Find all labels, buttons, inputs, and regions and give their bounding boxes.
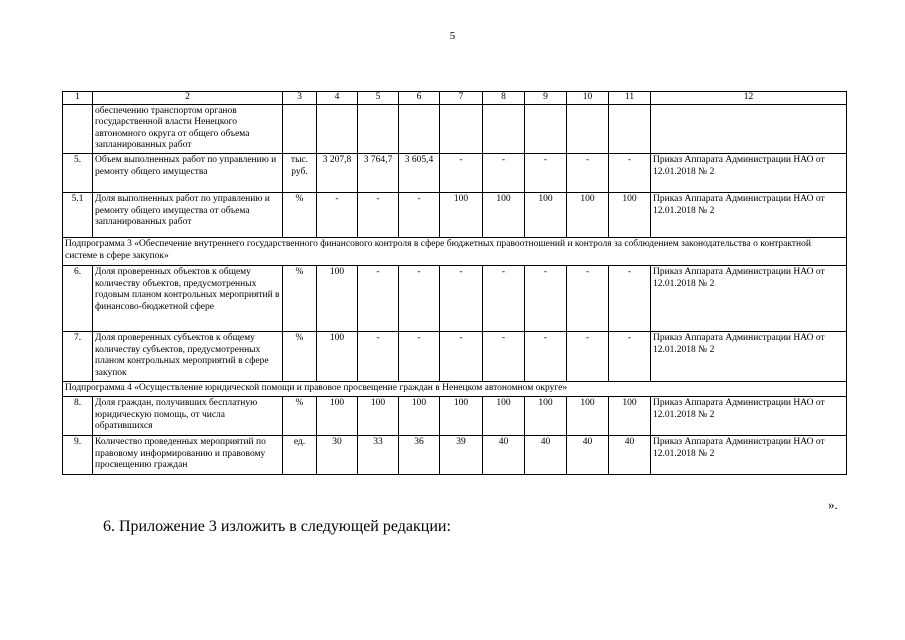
row-number-cell: 5.1 [63,192,93,237]
unit-cell: тыс. руб. [283,153,317,192]
value-cell: - [358,265,399,331]
value-cell: - [609,331,651,381]
column-number-header: 3 [283,92,317,105]
value-cell [440,104,483,153]
source-document-cell: Приказ Аппарата Администрации НАО от 12.01.2018 № 2 [651,153,847,192]
row-number-cell: 9. [63,435,93,474]
row-number-cell: 7. [63,331,93,381]
value-cell: 40 [525,435,567,474]
source-document-cell: Приказ Аппарата Администрации НАО от 12.01.2018 № 2 [651,331,847,381]
column-number-header: 1 [63,92,93,105]
value-cell: 100 [525,192,567,237]
indicator-name-cell: Доля граждан, получивших бесплатную юридическую помощь, от числа обратившихся [93,396,283,435]
closing-quote: ». [828,497,838,512]
table-row [63,153,847,192]
source-document-cell: Приказ Аппарата Администрации НАО от 12.01.2018 № 2 [651,265,847,331]
unit-cell: % [283,396,317,435]
page-number: 5 [449,30,456,42]
column-number-header: 12 [651,92,847,105]
value-cell [609,104,651,153]
unit-cell: ед. [283,435,317,474]
value-cell: - [358,331,399,381]
value-cell: 100 [317,396,358,435]
unit-cell: % [283,192,317,237]
value-cell: 40 [567,435,609,474]
column-number-header: 9 [525,92,567,105]
value-cell [567,104,609,153]
value-cell: 100 [609,396,651,435]
value-cell: 40 [609,435,651,474]
indicator-name-cell: Объем выполненных работ по управлению и ремонту общего имущества [93,153,283,192]
value-cell: 100 [317,265,358,331]
value-cell: 3 207,8 [317,153,358,192]
value-cell: 3 605,4 [399,153,440,192]
indicator-name-cell: обеспечению транспортом органов государственной власти Ненецкого автономного округа от общего объема запланированных работ [93,104,283,153]
table-row [63,265,847,331]
table-row [63,192,847,237]
column-number-header: 8 [483,92,525,105]
value-cell: - [525,153,567,192]
value-cell [525,104,567,153]
value-cell: - [567,153,609,192]
column-number-header: 10 [567,92,609,105]
value-cell: 100 [483,396,525,435]
value-cell: 100 [317,331,358,381]
indicator-name-cell: Доля выполненных работ по управлению и ремонту общего имущества от объема запланированных работ [93,192,283,237]
value-cell: - [440,153,483,192]
value-cell: 100 [609,192,651,237]
value-cell: - [399,331,440,381]
source-document-cell: Приказ Аппарата Администрации НАО от 12.01.2018 № 2 [651,435,847,474]
unit-cell: % [283,331,317,381]
value-cell [399,104,440,153]
value-cell: 3 764,7 [358,153,399,192]
table-row [63,435,847,474]
column-number-row [63,92,847,105]
unit-cell: % [283,265,317,331]
value-cell: 36 [399,435,440,474]
column-number-header: 4 [317,92,358,105]
value-cell: - [609,153,651,192]
row-number-cell: 8. [63,396,93,435]
row-number-cell: 6. [63,265,93,331]
row-number-cell [63,104,93,153]
instruction-text: 6. Приложение 3 изложить в следующей редакции: [103,518,451,535]
value-cell: - [567,331,609,381]
value-cell: 100 [567,192,609,237]
column-number-header: 11 [609,92,651,105]
value-cell: - [483,265,525,331]
value-cell: 40 [483,435,525,474]
value-cell: - [399,192,440,237]
subprogram-title: Подпрограмма 3 «Обеспечение внутреннего государственного финансового контроля в сфере бюджетных правоотношений и контроля за соблюдением законодательства о контрактной системе в сфере закупок» [63,237,847,265]
value-cell: 100 [399,396,440,435]
value-cell: 100 [440,192,483,237]
table-row [63,396,847,435]
row-number-cell: 5. [63,153,93,192]
value-cell: 100 [440,396,483,435]
indicator-name-cell: Доля проверенных объектов к общему количеству объектов, предусмотренных годовым планом контрольных мероприятий в финансово-бюджетной сфере [93,265,283,331]
source-document-cell [651,104,847,153]
value-cell: - [483,331,525,381]
subprogram-row [63,381,847,396]
table-row [63,104,847,153]
value-cell: - [317,192,358,237]
value-cell: - [483,153,525,192]
value-cell: - [440,265,483,331]
column-number-header: 7 [440,92,483,105]
unit-cell [283,104,317,153]
column-number-header: 2 [93,92,283,105]
table-row [63,331,847,381]
column-number-header: 6 [399,92,440,105]
value-cell [317,104,358,153]
source-document-cell: Приказ Аппарата Администрации НАО от 12.01.2018 № 2 [651,192,847,237]
value-cell: 100 [483,192,525,237]
subprogram-title: Подпрограмма 4 «Осуществление юридической помощи и правовое просвещение граждан в Ненецком автономном округе» [63,381,847,396]
value-cell: 100 [525,396,567,435]
value-cell: - [567,265,609,331]
value-cell: 30 [317,435,358,474]
value-cell: 100 [567,396,609,435]
subprogram-row [63,237,847,265]
value-cell: - [358,192,399,237]
source-document-cell: Приказ Аппарата Администрации НАО от 12.01.2018 № 2 [651,396,847,435]
value-cell: 100 [358,396,399,435]
value-cell: - [525,331,567,381]
column-number-header: 5 [358,92,399,105]
indicator-name-cell: Количество проведенных мероприятий по правовому информированию и правовому просвещению граждан [93,435,283,474]
value-cell: - [399,265,440,331]
value-cell: 39 [440,435,483,474]
indicator-name-cell: Доля проверенных субъектов к общему количеству субъектов, предусмотренных планом контрольных мероприятий в сфере закупок [93,331,283,381]
value-cell: - [525,265,567,331]
value-cell: - [609,265,651,331]
indicators-table [62,91,847,475]
value-cell: 33 [358,435,399,474]
value-cell: - [440,331,483,381]
value-cell [358,104,399,153]
value-cell [483,104,525,153]
